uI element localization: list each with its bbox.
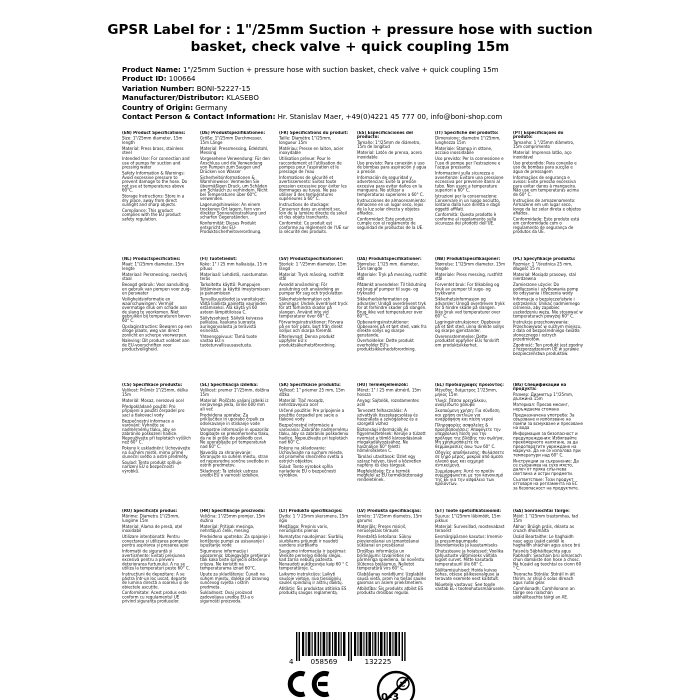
compliance-symbols (283, 669, 417, 700)
spec-paragraph: Vorgesehene Verwendung: Für den Anschluss und die Verwendung von Pumpen zum Saugen und Drücken von Wasser (200, 156, 271, 174)
spec-paragraph: Lagringsinstruksjoner: Oppbevar på et tørt sted, unna direkte sollys og skarpe gjenstander. (435, 320, 505, 334)
spec-paragraph: Größe: 1"/25mm Durchmesser, 15m Länge (200, 136, 263, 145)
spec-paragraph: Πληροφορίες ασφαλείας & προειδοποιήσεις: Αποφύγετε την υπερβολική πίεση για την πρόληψη της βλάβης του σωλήνα. Μη χρησιμοποιείτε σε θερμοκρασίες άνω των 60° C. (435, 423, 505, 449)
spec-paragraph: Material: Ploščato valjani izdelki iz nerjavnega jekla, širine 600 mm ali več (200, 398, 269, 412)
spec-paragraph: Информация за безопасност и предупреждения: Избягвайте прекомерното налягане, за да предотвратите увреждане на маркуча. Да не се използва при температури над 60° C. (513, 431, 582, 458)
spec-paragraph: Megfelelőség: Ez a termék megfelel az EU termékbiztonsági rendeletének. (356, 468, 423, 482)
spec-paragraph: Instrukcje przechowywania: Przechowywać w suchym miejscu, z dala od bezpośredniego światła słonecznego i ostrych przedmiotów. (513, 320, 583, 342)
language-block-pt (513, 131, 591, 257)
language-block-header: (NL) Productspecificaties: (122, 257, 181, 261)
language-block-header: (PT) Especificações do produto: (513, 131, 564, 140)
spec-paragraph: Säilitamisjuhised: Hoida kuivas kohas, otsese päikesevalguse ja teravate esemete eest kaitstult. (435, 567, 500, 581)
spec-paragraph: Sicherheitsinformationen & Warnhinweise: Vermeiden Sie übermäßigen Druck, um Schäden am Schlauch zu verhindern. Nicht bei Temperaturen über 60°C verwenden. (200, 175, 268, 202)
spec-paragraph: Tamanho: 1 "/25mm diâmetro, 15m comprimento (513, 140, 575, 150)
language-block-header: (EN) Product Specifications: (122, 131, 186, 135)
language-block-header: (ET) Toote spetsifikatsioonid: (435, 509, 502, 513)
language-block-header: (DE) Produktspezifikationen: (200, 131, 266, 135)
spec-paragraph: Dimensione: diametro 1"/25mm, lunghezza 15m (435, 136, 501, 145)
product-id-value: 100664 (168, 75, 196, 84)
spec-paragraph: Overensstemmelse: Dette produktet oppfyller EUs forskrift om produktsikkerhet. (435, 334, 500, 348)
product-id-row (122, 75, 502, 84)
spec-paragraph: Материал: Пресов месинг, неръждаема стомана (513, 402, 570, 412)
spec-paragraph: Veličina: 1"/25mm promjer, 15m dužina (200, 514, 266, 523)
spec-paragraph: Materiale: Tryk på messing, rustfrit stål (356, 272, 427, 282)
spec-paragraph: Material: Imprensa latão, aço inoxidável (513, 150, 572, 160)
spec-paragraph: Úsáid Beartaithe: Le haghaidh nasc agus úsáid caidéil le haghaidh sháchán agus uisce brú (513, 534, 581, 548)
spec-paragraph: Materiaali: Lehdistö, ruostumaton teräs (200, 272, 268, 282)
spec-paragraph: Maat: 1"/25mm diameter, 15m lengte (122, 262, 185, 271)
spec-paragraph: Informacje o bezpieczeństwie i ostrzeżenia: Unikać nadmiernego ciśnienia, aby zapobiec uszkodzeniu węża. Nie stosować w temperaturach powyżej 60° C. (513, 297, 584, 319)
language-block-header: (LV) Produkta specifikācijas: (356, 509, 421, 513)
spec-paragraph: Συμμόρφωση: Αυτό το προϊόν συμμορφώνεται με τον κανονισμό της ΕΕ για την ασφάλεια των προϊόντων. (435, 468, 504, 487)
contact-row (122, 113, 502, 122)
language-block-fr (279, 131, 357, 257)
language-block-header: (LT) Produkto specifikacijos: (278, 509, 343, 513)
language-block-header: (CS) Specifikace produktu: (122, 383, 183, 387)
spec-paragraph: Material: Tryck mässing, rostfritt stål (278, 272, 344, 282)
spec-paragraph: Μέγεθος: διάμετρος 1"/25mm, μήκος 15m (435, 388, 498, 397)
spec-paragraph: Veľkosť: 1" priemer 25 mm, 15m dĺžka (278, 388, 345, 397)
spec-paragraph: Atbilstība: Šis produkts atbilst ES produktu drošības regulai. (356, 586, 423, 596)
variation-number-value: BONI-52227-15 (196, 84, 251, 93)
spec-paragraph: Materiāls: Preses misiņš, nerūsējošais tērauds (356, 524, 407, 534)
spec-paragraph: Paredzētā lietošana: Sūkņu pievienošanai un izmantošanai sūkšanai un presēšanai (356, 534, 419, 548)
language-block-cs (122, 383, 200, 509)
spec-paragraph: Koko: 1" / 25 mm halkaisija, 15 m pituus (200, 262, 268, 271)
ean-barcode (288, 632, 412, 668)
language-block-lt (279, 509, 357, 635)
contact-label: Contact Person & Contact Information: (122, 112, 276, 121)
language-block-header: (NB) Produktspesifikasjoner: (435, 257, 501, 261)
spec-paragraph: Turvallisuustiedot ja varoitukset: Vältä liiallista painetta vaurioiden estämiseksi. Älä käytä yli 60 asteen lämpötiloissa C. (200, 297, 268, 315)
spec-paragraph: Conformitate: Acest produs este conform cu regulamentul UE privind siguranța produselor. (122, 590, 187, 604)
spec-paragraph: Opbevaringsinstruktioner: Opbevares på et tørt sted, væk fra direkte sollys og skarpe genstande. (356, 320, 427, 338)
spec-paragraph: Instrucțiuni de depozitare: A se păstra într-un loc uscat, departe de lumina directă a soarelui și de obiectele ascuțite. (122, 572, 189, 590)
page-title-line1: GPSR Label for : 1"/25mm Suction + pressure hose with suction (107, 22, 593, 38)
spec-paragraph: Uso previsto: Per la connessione e l'uso di pompe per l'estrazione e l'acqua pressante (435, 156, 504, 170)
manufacturer-row (122, 94, 502, 103)
language-grid (122, 131, 594, 635)
spec-paragraph: Size: 1"/25mm diameter, 15m length (122, 136, 183, 145)
spec-paragraph: Ohutusteave ja hoiatused: Voolika kahjustuste vältimiseks vältida liigset survet. Mitte kasutada temperatuuril üle 60° C. (435, 549, 504, 567)
spec-paragraph: Materiale: Press messing, rustfritt stål (435, 272, 503, 282)
spec-paragraph: Dydis: 1 "/ 25mm skersmens, 15m ilgio (278, 514, 348, 523)
contact-value: Hr. Stanislav Maer, +49(0)4221 45 777 00, info@boni-shop.com (277, 112, 503, 121)
product-name-row (122, 66, 502, 75)
spec-paragraph: Material: Latón de prensa, acero inoxidable (356, 150, 422, 160)
language-block-header: (FI) Tuotetiedot: (200, 257, 238, 261)
variation-number-label: Variation Number: (122, 84, 195, 93)
spec-paragraph: Størrelse: 1"/25 mm. diameter, 15m længde (356, 262, 420, 271)
language-block-hu (357, 383, 435, 509)
spec-paragraph: Conformidad: Este producto cumple con el reglamento de seguridad de productos de la UE. (356, 216, 424, 230)
spec-paragraph: Utilizare intenționată: Pentru conectarea și utilizarea pompelor pentru aspirarea și presarea apei (122, 534, 189, 548)
spec-paragraph: Varnostne informacije in opozorila: Izogibajte se prekomernemu tlaku, da ne bi prišlo do poškodb cevi. Ne uporabljajte pri temperaturah nad 60° C. (200, 427, 270, 449)
spec-paragraph: Navodila za shranjevanje: Shranjujte na suhem mestu, stran od neposredne sončne svetlobe in ostrih predmetov. (200, 450, 269, 468)
manufacturer-value: KLASEBO (226, 94, 259, 103)
spec-paragraph: Drošības informācija un brīdinājumi: Izvairieties no pārmērīga spiediena, lai novērstu šļūtenes bojājumus. Nelietot temperatūrā virs 60° C. (356, 549, 425, 571)
language-block-el (435, 383, 513, 509)
language-block-de (200, 131, 278, 257)
spec-paragraph: Materiál: Tlač mosadz, nehrdzavejúca oceľ (278, 398, 324, 408)
spec-paragraph: Materiał: Mosiądz prasowy, stal nierdzewna (513, 272, 577, 282)
spec-paragraph: Eesmärgipärane kasutus: Imemis- ja pressimispumpade ühendamiseks ja kasutamiseks (435, 534, 504, 548)
language-block-fi (200, 257, 278, 383)
spec-paragraph: Upute za skladištenje: Čuvati na suhom mjestu, daleko od izravnog sunčevog svjetla i oštrih predmeta. (200, 572, 270, 590)
spec-paragraph: Safety Information & Warnings: Avoid excessive pressure to prevent damage to the hose. Do not use at temperatures above 60°C. (122, 171, 188, 193)
spec-paragraph: Efterlevnad: Denna produkt uppfyller EU:s produktsäkerhetsförordning. (278, 334, 336, 348)
spec-paragraph: Informations de sécurité et avertissements: Évitez toute pression excessive pour éviter les dommages au tuyau. Ne pas utiliser à des températures supérieures à 60° C. (278, 175, 347, 202)
origin-row (122, 104, 502, 113)
ce-mark-icon (283, 669, 335, 699)
spec-paragraph: Suurus: 1"/25mm läbimõõt, 15m pikkus (435, 514, 501, 523)
spec-paragraph: Предназначена употреба: За свързване и използване на помпи за всмукване и пресоване на вода (513, 412, 584, 431)
spec-paragraph: Súlad: Tento výrobok spĺňa nariadenie EÚ o bezpečnosti výrobkov. (278, 464, 336, 478)
language-block-header: (ES) Especificaciones del producto: (356, 131, 413, 140)
language-block-it (435, 131, 513, 257)
spec-paragraph: Säkerhetsinformation och varningar: Undvik överdrivet tryck för att förhindra skador på slangen. Använd inte vid temperaturer över 60° C. (278, 297, 348, 319)
spec-paragraph: Sukladnost: Ovaj proizvod zadovoljava uredbu EU-a o sigurnosti proizvoda. (200, 590, 254, 604)
language-block-sv (279, 257, 357, 383)
spec-paragraph: Predvidena uporaba: Za priključitev in uporabo črpalk za odsesavanje in stiskanje vode (200, 412, 265, 426)
barcode-digits-group2: 132225 (364, 658, 392, 666)
spec-paragraph: Sikkerhetsinformasjon og advarsler: Unngå overdreven trykk for å hindre skade på slangen. Ikke bruk ved temperaturer over 60° C. (435, 297, 506, 319)
spec-paragraph: Velikost: Průměr 1"/25mm, délka 15m (122, 388, 188, 397)
spec-paragraph: Informații de siguranță și avertismente: Evitați presiunea excesivă pentru a preveni deteriorarea furtunului. A nu se utiliza la temperaturi peste 60° C. (122, 549, 191, 571)
spec-paragraph: Material: Pressmessing, Edelstahl, Messing (200, 146, 269, 156)
spec-paragraph: Conformidade: Este produto está em conformidade com o regulamento de segurança de produtos da UE. (513, 216, 580, 235)
spec-paragraph: Laikymo instrukcijos: Laikyti sausoje vietoje, nuo tiesioginių saulės spindulių ir aštrių daiktų. (278, 572, 343, 586)
spec-paragraph: Tárolási utasítások: Üzlet egy száraz helyen, távol a közvetlen napfény és éles tárgyak. (356, 454, 422, 468)
spec-paragraph: Instructions de stockage: Conserver dans un endroit sec, loin de la lumière directe du soleil et des objets tranchants. (278, 202, 347, 220)
spec-paragraph: Medžiaga: Presinis varis, nerūdijantis plienas (278, 524, 328, 534)
language-block-bg (513, 383, 591, 509)
spec-paragraph: Naleving: Dit product voldoet aan de EU-voorschriften voor productveiligheid. (122, 338, 190, 352)
spec-paragraph: Materijal: Pritisak mesinga, nehrđajući čelik, mesing (200, 524, 255, 534)
spec-paragraph: Opslaginstructies: Bewaren op een droge plaats, weg van direct zonlicht en scherpe voorwerpen. (122, 324, 192, 338)
spec-paragraph: Konformität: Dieses Produkt entspricht der EU-Produktsicherheitsverordnung. (200, 221, 262, 235)
spec-paragraph: Istruzioni per la conservazione: Conservare in un luogo asciutto, lontano dalla luce diretta e dagli oggetti affilati. (435, 194, 501, 212)
language-block-sl (200, 383, 278, 509)
spec-paragraph: Conformità: Questo prodotto è conforme al regolamento sulla sicurezza dei prodotti dell'UE. (435, 212, 497, 226)
spec-paragraph: Předpokládané použití: Pro připojení a použití čerpadel pro sací a tlakovací vody (122, 404, 185, 418)
spec-paragraph: Atitiktis: Šis produktas atitinka ES produktų saugos reglamentą. (278, 586, 347, 596)
product-name-label: Product Name: (122, 66, 181, 74)
spec-paragraph: Taille: Diamètre 1"/25mm, longueur 15m (278, 136, 331, 145)
language-block-header: (DA) Produktspecifikationer: (356, 257, 422, 261)
spec-paragraph: Informações de segurança e avisos: Evite pressão excessiva para evitar danos à mangueira. Não use em temperaturas acima de 60° C. (513, 175, 580, 197)
spec-paragraph: Bezpečnostné informácie a varovania: Zabráňte nadmernému tlaku, aby sa zabránilo poškodeniu hadice. Nepoužívajte pri teplotách nad 60° C. (278, 423, 348, 445)
language-block-sk (279, 383, 357, 509)
spec-paragraph: Materiale: Stampa in ottone, acciaio inossidabile (435, 146, 493, 156)
age-warning-0-3-icon (375, 669, 417, 700)
language-block-et (435, 509, 513, 635)
spec-paragraph: Υλικό: Πέσσα ορειχάλκου, ανοξείδωτο χάλυβα (435, 398, 488, 408)
language-block-header: (GA) Sonraíochtaí Táirge: (513, 509, 571, 513)
spec-paragraph: Säilytysohjeet: Säilytä kuivassa paikassa, kaukana suorasta auringonvalosta ja terävistä esineistä. (200, 315, 264, 334)
language-block-nb (435, 257, 513, 383)
language-block-header: (SV) Produktspecifikationer: (278, 257, 343, 261)
spec-paragraph: Intended Use: For connection and use of pumps for suction and pressing water (122, 156, 190, 170)
spec-paragraph: Treoracha Stórála: Stóráil in áit thirim, ar shiúl ó solas díreach agus rudaí géar. (513, 572, 576, 586)
spec-paragraph: Méid: 1 "/25mm trastomhas, fad 15m (513, 514, 579, 523)
product-name-value: 1"/25mm Suction + pressure hose with suction basket, check valve + quick coupling 15m (182, 66, 499, 74)
spec-paragraph: Materjal: Survesillad, roostevabast terasest (435, 524, 505, 534)
language-block-en (122, 131, 200, 257)
language-block-ro (122, 509, 200, 635)
spec-paragraph: Predviđena upotreba: Za spajanje i korištenje pumpi za usisavanje i ispuštanje vode (200, 534, 271, 548)
language-block-header: (BG) Спецификации на продукта: (513, 383, 567, 392)
spec-paragraph: Storlek: 1 "/25mm diameter, 15m längd (278, 262, 347, 271)
language-block-header: (SK) Špecifikácie produktu: (278, 383, 341, 387)
spec-paragraph: Saugumo informacija ir įspėjimai: Venkite pernelyg didelio slėgio, kad žarna nebūtų pažeista. Nenaudoti aukštesnėje kaip 60 ° C temperatūroje. C. (278, 549, 348, 571)
spec-paragraph: Anyag: Sajtolók, rozsdamentes acél (356, 398, 419, 408)
language-block-es (357, 131, 435, 257)
spec-paragraph: Información de seguridad y advertencias: Evite la presión excesiva para evitar daños en la manguera. No utilizar a temperaturas superiores a 60° C. (356, 175, 424, 197)
spec-paragraph: Størrelse: 1"/25mm diameter, 15m lengde (435, 262, 506, 271)
spec-paragraph: Informazioni sulla sicurezza e avvertenze: Evitare una pressione eccessiva per prevenire danni al tubo. Non usare a temperature superiori a 60° C. (435, 171, 504, 193)
spec-paragraph: Material: Alama de presă, oțel inoxidabil (122, 524, 183, 534)
spec-paragraph: Förvaringsinstruktioner: Förvara på en torr plats, bort från direkt solljus och skarpa föremål. (278, 320, 343, 334)
spec-paragraph: Numatytas naudojimas: Siurblių siurbliams prijungti ir naudoti vandens siurbliams (278, 534, 343, 548)
spec-paragraph: Méret: 1" / 25 mm átmérő, 15m hossza (356, 388, 421, 397)
spec-paragraph: Soulad: Tento produkt splňuje nařízení EU o bezpečnosti výrobků. (122, 460, 182, 474)
language-block-lv (357, 509, 435, 635)
spec-paragraph: Mărime: Diametru 1"/25mm, lungime 15m (122, 514, 180, 523)
language-block-header: (EL) Προδιαγραφές προϊόντος: (435, 383, 505, 387)
spec-paragraph: Matériau: Presse en laiton, acier inoxydable (278, 146, 344, 156)
barcode-graphic (288, 632, 412, 668)
spec-paragraph: Instruções de armazenamento: Armazene em um lugar seco, longe da luz solar direta e objetos afiados. (513, 198, 582, 216)
spec-paragraph: Tarkoitettu käyttö: Pumppujen liittäminen ja käyttö imeytymiseen ja painamiseen (200, 282, 271, 296)
spec-paragraph: Veiligheidsinformatie en waarschuwingen: Vermijd overmatige druk om schade aan de slang te voorkomen. Niet gebruiken bij temperaturen boven 60° C. (122, 297, 191, 323)
language-block-da (357, 257, 435, 383)
spec-paragraph: Materiál: Mosaz, nerezová ocel (122, 398, 184, 403)
footer (0, 632, 700, 700)
spec-paragraph: Beoogd gebruik: Voor aansluiting en gebruik van pompen voor zuig- en perswater (122, 282, 191, 296)
product-id-label: Product ID: (122, 75, 167, 84)
spec-paragraph: Pokyny na skladovanie: Uchovávajte na suchom mieste, od priameho slnečného svetla a ostrých objektov. (278, 446, 343, 464)
variation-number-row (122, 85, 502, 94)
spec-paragraph: Faisnéis Sábháilteachta agus Rabhadh: Seachain brú iomarcach chun damáiste don hose a chosc. Ná húsáid ag teochtaí os cionn 60 ° C. (513, 549, 583, 571)
spec-paragraph: Påtænkt anvendelse: Til tilslutning og brug af pumper til suge- og trykvand (356, 282, 427, 296)
spec-paragraph: Zamierzone użycie: Do podłączania i użytkowania pomp do odsysania i tłoczenia wody (513, 282, 579, 296)
spec-paragraph: Conformité: Ce produit est conforme au règlement de l'UE sur la sécurité des produits. (278, 221, 349, 235)
spec-paragraph: Οδηγίες αποθήκευσης: Φυλάσσετε σε ξηρό μέρος, μακριά από άμεσο ηλιακό φως και αιχμηρά αντικείμενα. (435, 450, 505, 468)
language-block-header: (PL) Specyfikacje produktu: (513, 257, 576, 261)
language-block-ga (513, 509, 591, 635)
spec-paragraph: Comhlíonadh: Comhlíonann an táirge seo rialachán sábháilteachta táirgí an AE. (513, 586, 576, 600)
product-info (122, 66, 502, 122)
language-block-nl (122, 257, 200, 383)
spec-paragraph: Compliance: This product complies with the EU product safety regulation. (122, 208, 181, 222)
spec-paragraph: Overholdelse: Dette produkt overholder EU's produktsikkerhedsforordning. (356, 338, 416, 352)
spec-paragraph: Velikost: premer 1"/25mm, dolžina 15m (200, 388, 270, 397)
language-block-pl (513, 257, 591, 383)
language-block-header: (IT) Specifiche del prodotto: (435, 131, 499, 135)
spec-paragraph: Material: Press brass, stainless steel (122, 146, 184, 156)
spec-paragraph: Yhteensopivuus: Tämä tuote vastaa EU:n tuoteturvallisuusasetusta. (200, 334, 258, 348)
spec-paragraph: Σκοπούμενη χρήση: Για σύνδεση και χρήση αντλιών για αναρρόφηση και πίεση νερού (435, 408, 500, 422)
spec-paragraph: Uso previsto: Para conexión y uso de bombas para aspiración y agua a presión (356, 160, 427, 174)
spec-paragraph: Biztonsági információk és figyelmeztetések: Kerülje a túlzott nyomást a tömlő károsodásának megakadályozásához. Ne használjon 60° feletti hőmérsékleten C. (356, 427, 426, 454)
spec-paragraph: Uso pretendido: Para conexão e uso de bombas para sucção e água de pressagem (513, 160, 578, 174)
spec-paragraph: Lagerungshinweise: An einem trockenen Ort lagern, fern von direkter Sonneneinstrahlung und scharfen Gegenständen. (200, 202, 267, 220)
language-block-header: (SL) Specifikacija izdelka: (200, 383, 259, 387)
language-block-header: (RO) Specificații produs: (122, 509, 178, 513)
spec-paragraph: Skladnost: Ta izdelek ustreza uredbi EU o varnosti izdelkov. (200, 468, 260, 478)
page-title (90, 22, 610, 57)
spec-paragraph: Pokyny k uskladnění: Uchovávejte na suchém místě, mimo přímé sluneční světlo a ostré předměty. (122, 446, 191, 460)
spec-paragraph: Съответствие: Този продукт отговаря на регламента на ЕС за безопасност на продуктите. (513, 477, 580, 491)
spec-paragraph: Forventet bruk: For tilkobling og bruk av pumper til suge- og trykkvann (435, 282, 500, 296)
spec-paragraph: Sigurnosne informacije i upozorenja: Izbjegavajte pretjerani tlak kako biste spriječili oštećenje crijeva. Ne koristiti na temperaturama iznad 60°C. (200, 549, 271, 571)
spec-paragraph: Ábhar: Brúigh práis, déanta as cruach dhosmálta (513, 524, 575, 534)
spec-paragraph: Izmērs: 1"/25mm diametrs, 15m garums (356, 514, 423, 523)
barcode-digits-group1: 058569 (310, 658, 338, 666)
spec-paragraph: Storage Instructions: Store in a dry place, away from direct sunlight and sharp objects. (122, 194, 185, 208)
spec-paragraph: Sikkerhedsinformation og advarsler: Undgå overdrevent tryk for at forhindre skader på slangen. Brug ikke ved temperaturer over 60° C. (356, 297, 427, 319)
spec-paragraph: Materiaal: Persmessing, roestvrij staal (122, 272, 188, 282)
origin-label: Country of Origin: (122, 103, 193, 112)
language-block-hr (200, 509, 278, 635)
spec-paragraph: Avsedd användning: För anslutning och användning av pumpar för sug och tryckvatten (278, 282, 343, 296)
spec-paragraph: Utilisation prévue: Pour le raccordement et l'utilisation de pompes pour l'aspiration et le pressage de l'eau (278, 156, 342, 174)
spec-paragraph: Bezpečnostní informace a varování: Vyhněte se nadměrnému tlaku, aby se zabránilo poškození hadice. Nepoužívejte při teplotách vyšších než 60° C. (122, 418, 191, 445)
spec-paragraph: Nõuetele vastavus: See toode vastab EL-i tooteohutusmäärusele. (435, 582, 505, 591)
origin-value: Germany (195, 103, 228, 112)
spec-paragraph: Rozmiar: 1 "/średnica 25 mm, długość 15 m (513, 262, 573, 271)
language-block-header: (HR) Specifikacije proizvoda: (200, 509, 266, 513)
language-block-header: (HU) Termékjellemzők: (356, 383, 409, 387)
spec-paragraph: Инструкции за съхранение: Да се съхранява на сухо място, далеч от пряка слънчева светлина и остри предмети. (513, 458, 580, 476)
spec-paragraph: Tervezett felhasználás: A szivattyúk összekapcsolása és használata a szívógáshoz és a szorgető vízhez (356, 408, 418, 426)
language-block-header: (FR) Spécifications du produit: (278, 131, 348, 135)
spec-paragraph: Размер: Диаметър 1"/25mm, дължина 15m (513, 392, 574, 402)
manufacturer-label: Manufacturer/Distributor: (122, 94, 225, 103)
spec-paragraph: Glabāšanas norādījumi: Uzglabāt sausā vietā, prom no tiešas saules gaismas un asiem priekšmetiem. (356, 572, 426, 586)
barcode-digit-prefix: 4 (289, 658, 294, 666)
age-warning-text: 0-3 (381, 692, 400, 700)
page-title-line2: basket, check valve + quick coupling 15m (190, 39, 510, 56)
spec-paragraph: Určené použitie: Pre pripojenie a použitie čerpadiel pre sacie a tlakové vody (278, 408, 344, 422)
spec-paragraph: Zgodność: Ten produkt jest zgodny z rozporządzeniem UE w sprawie bezpieczeństwa produktów. (513, 342, 584, 356)
spec-paragraph: Tamaño: 1"/25mm de diámetro, 15m de longitud (356, 140, 421, 150)
spec-paragraph: Instrucciones de almacenamiento: Almacene en un lugar seco, lejos de la luz solar directa y objetos afilados. (356, 198, 426, 216)
